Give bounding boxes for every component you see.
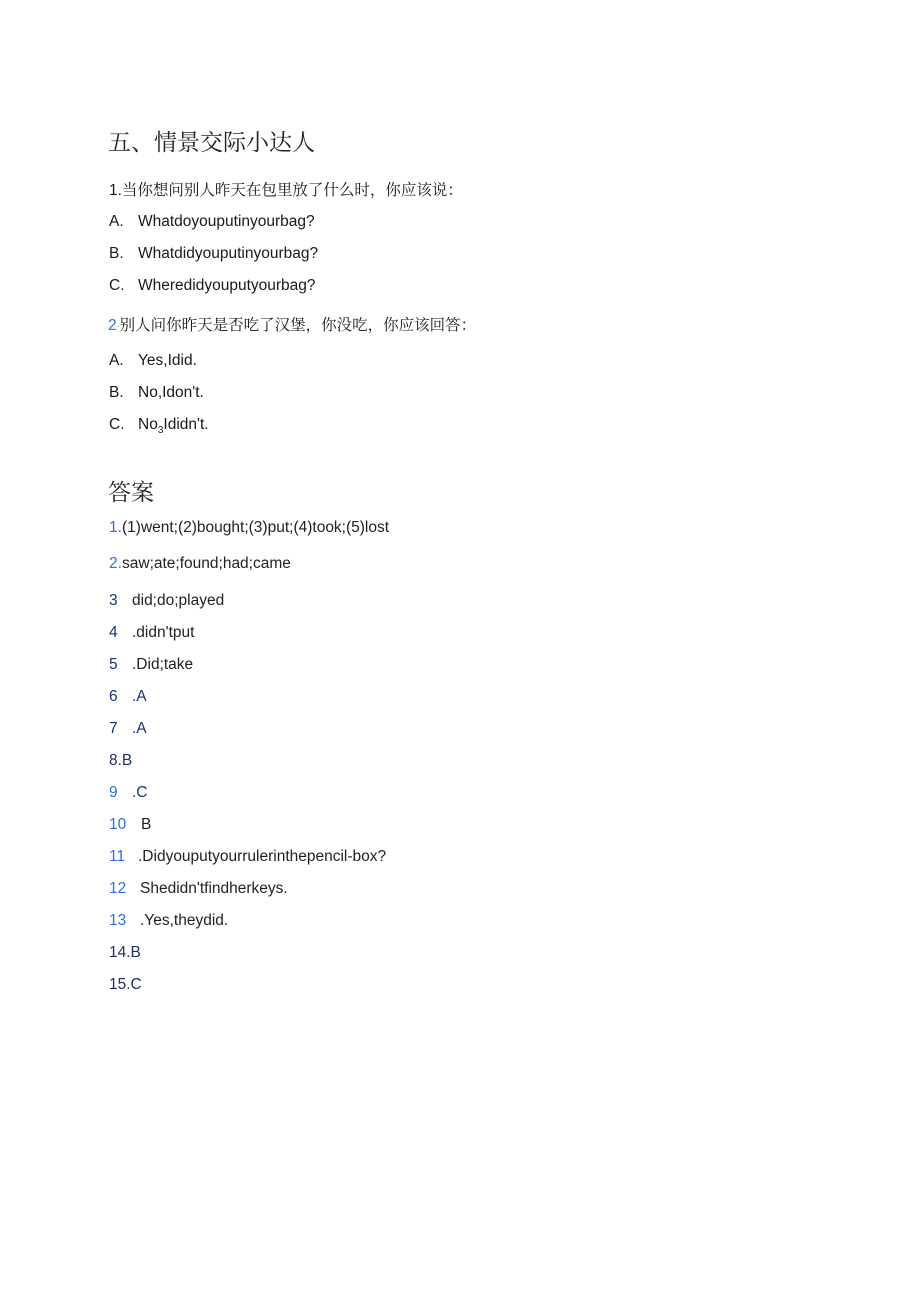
- answer-text: .Did;take: [132, 656, 194, 673]
- section-title: 五、情景交际小达人: [108, 129, 315, 155]
- answer-number: 10: [109, 816, 127, 833]
- option-text: Whatdoyouputinyourbag?: [138, 213, 315, 230]
- answer-number: 12: [109, 880, 127, 897]
- answer-number: 3: [109, 592, 118, 609]
- option-letter: C.: [109, 416, 125, 433]
- answer-text: (1)went;(2)bought;(3)put;(4)took;(5)lost: [122, 519, 390, 536]
- option-letter: B.: [109, 245, 124, 262]
- option-text: Whatdidyouputinyourbag?: [138, 245, 319, 262]
- answers-title: 答案: [108, 479, 154, 505]
- answer-number: 1.: [109, 519, 122, 536]
- option-text: Wheredidyouputyourbag?: [138, 277, 316, 294]
- answer-text: did;do;played: [132, 592, 225, 609]
- answer-text: B: [141, 816, 152, 833]
- answer-number: 15.C: [109, 976, 142, 993]
- answer-number: 4: [109, 624, 118, 641]
- answer-number: 11: [109, 848, 126, 865]
- answer-number: 8.B: [109, 752, 133, 769]
- answer-number: 13: [109, 912, 127, 929]
- question-number: 2: [108, 317, 117, 334]
- answer-number: 9: [109, 784, 118, 801]
- question-2-prompt: 2·别人问你昨天是否吃了汉堡，你没吃，你应该回答：: [108, 317, 477, 334]
- question-1-prompt: 1.当你想问别人昨天在包里放了什么时，你应该说：: [109, 182, 463, 199]
- answer-number: 14.B: [109, 944, 141, 961]
- option-letter: A.: [109, 352, 124, 369]
- option-text: Yes,Idid.: [138, 352, 197, 369]
- answer-text: saw;ate;found;had;came: [122, 555, 291, 572]
- option-text: $No_3Ididn't$.: [138, 416, 209, 437]
- option-letter: B.: [109, 384, 124, 401]
- answer-text: .A: [132, 688, 147, 705]
- answer-text: Shedidn'tfindherkeys.: [140, 880, 288, 897]
- answer-number: 5: [109, 656, 118, 673]
- option-letter: A.: [109, 213, 124, 230]
- answer-text: .C: [132, 784, 148, 801]
- question-text: 别人问你昨天是否吃了汉堡，你没吃，你应该回答：: [119, 317, 477, 334]
- answer-number: 7: [109, 720, 118, 737]
- answer-number: 2.: [109, 555, 122, 572]
- option-letter: C.: [109, 277, 125, 294]
- answer-text: .Yes,theydid.: [140, 912, 229, 929]
- answer-text: .Didyouputyourrulerinthepencil-box?: [138, 848, 387, 865]
- answer-number: 6: [109, 688, 118, 705]
- answer-text: .didn'tput: [132, 624, 195, 641]
- answer-text: .A: [132, 720, 147, 737]
- option-text: No,Idon't.: [138, 384, 204, 401]
